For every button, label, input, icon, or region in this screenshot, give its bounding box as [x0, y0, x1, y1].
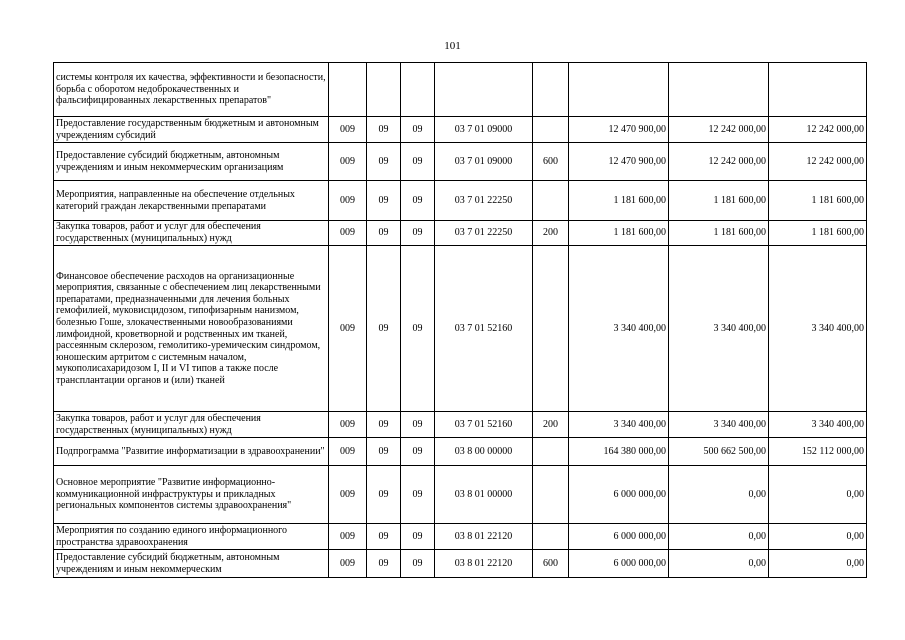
- section-code: [367, 63, 401, 117]
- section-code: 09: [367, 412, 401, 438]
- subsection-code: 09: [401, 466, 435, 524]
- expense-type-code: 600: [533, 550, 569, 578]
- amount-year-3: [769, 63, 867, 117]
- table-row: [54, 117, 867, 143]
- amount-year-2: 1 181 600,00: [669, 221, 769, 246]
- table-row: [54, 246, 867, 412]
- amount-year-1: 6 000 000,00: [569, 524, 669, 550]
- item-name: Закупка товаров, работ и услуг для обеспечения государственных (муниципальных) нужд: [54, 412, 329, 438]
- section-code: 09: [367, 466, 401, 524]
- target-article-code: 03 8 01 00000: [435, 466, 533, 524]
- item-name: Закупка товаров, работ и услуг для обеспечения государственных (муниципальных) нужд: [54, 221, 329, 246]
- target-article-code: 03 7 01 22250: [435, 221, 533, 246]
- budget-table: [53, 62, 867, 578]
- subsection-code: 09: [401, 438, 435, 466]
- amount-year-3: 152 112 000,00: [769, 438, 867, 466]
- table-row: [54, 466, 867, 524]
- expense-type-code: [533, 246, 569, 412]
- subsection-code: 09: [401, 117, 435, 143]
- target-article-code: [435, 63, 533, 117]
- expense-type-code: [533, 438, 569, 466]
- section-code: 09: [367, 117, 401, 143]
- section-code: 09: [367, 524, 401, 550]
- amount-year-1: 12 470 900,00: [569, 143, 669, 181]
- amount-year-1: 3 340 400,00: [569, 246, 669, 412]
- subsection-code: [401, 63, 435, 117]
- amount-year-1: 1 181 600,00: [569, 181, 669, 221]
- amount-year-1: 164 380 000,00: [569, 438, 669, 466]
- ministry-code: 009: [329, 117, 367, 143]
- amount-year-1: 1 181 600,00: [569, 221, 669, 246]
- item-name: Предоставление государственным бюджетным и автономным учреждениям субсидий: [54, 117, 329, 143]
- target-article-code: 03 8 01 22120: [435, 550, 533, 578]
- expense-type-code: [533, 181, 569, 221]
- table-row: [54, 412, 867, 438]
- amount-year-2: 0,00: [669, 466, 769, 524]
- item-name: Предоставление субсидий бюджетным, автономным учреждениям и иным некоммерческим организациям: [54, 143, 329, 181]
- amount-year-2: 3 340 400,00: [669, 246, 769, 412]
- expense-type-code: 200: [533, 412, 569, 438]
- expense-type-code: 200: [533, 221, 569, 246]
- table-body: [54, 63, 867, 578]
- amount-year-3: 1 181 600,00: [769, 181, 867, 221]
- amount-year-1: 3 340 400,00: [569, 412, 669, 438]
- section-code: 09: [367, 550, 401, 578]
- target-article-code: 03 8 01 22120: [435, 524, 533, 550]
- item-name: Мероприятия по созданию единого информационного пространства здравоохранения: [54, 524, 329, 550]
- section-code: 09: [367, 221, 401, 246]
- amount-year-3: 0,00: [769, 466, 867, 524]
- table-row: [54, 550, 867, 578]
- target-article-code: 03 8 00 00000: [435, 438, 533, 466]
- expense-type-code: [533, 524, 569, 550]
- amount-year-1: [569, 63, 669, 117]
- amount-year-2: 500 662 500,00: [669, 438, 769, 466]
- ministry-code: 009: [329, 181, 367, 221]
- item-name: Основное мероприятие "Развитие информационно-коммуникационной инфраструктуры и прикладных региональных компонентов системы здравоохранения": [54, 466, 329, 524]
- section-code: 09: [367, 143, 401, 181]
- amount-year-1: 6 000 000,00: [569, 550, 669, 578]
- ministry-code: 009: [329, 221, 367, 246]
- amount-year-3: 12 242 000,00: [769, 117, 867, 143]
- item-name: Мероприятия, направленные на обеспечение отдельных категорий граждан лекарственными препаратами: [54, 181, 329, 221]
- amount-year-3: 12 242 000,00: [769, 143, 867, 181]
- table-row: [54, 181, 867, 221]
- item-name: Предоставление субсидий бюджетным, автономным учреждениям и иным некоммерческим: [54, 550, 329, 578]
- page-number: 101: [444, 40, 461, 52]
- target-article-code: 03 7 01 52160: [435, 412, 533, 438]
- subsection-code: 09: [401, 524, 435, 550]
- table-row: [54, 524, 867, 550]
- section-code: 09: [367, 246, 401, 412]
- amount-year-2: [669, 63, 769, 117]
- amount-year-1: 12 470 900,00: [569, 117, 669, 143]
- ministry-code: 009: [329, 466, 367, 524]
- amount-year-2: 12 242 000,00: [669, 117, 769, 143]
- table-row: [54, 438, 867, 466]
- amount-year-3: 0,00: [769, 550, 867, 578]
- section-code: 09: [367, 438, 401, 466]
- amount-year-2: 12 242 000,00: [669, 143, 769, 181]
- subsection-code: 09: [401, 181, 435, 221]
- ministry-code: 009: [329, 246, 367, 412]
- amount-year-2: 1 181 600,00: [669, 181, 769, 221]
- amount-year-3: 3 340 400,00: [769, 246, 867, 412]
- item-name: Финансовое обеспечение расходов на организационные мероприятия, связанные с обеспечением лиц лекарственными препаратами, предназначенными для лечения больных гемофилией, муковисцидозом, гипофизарным нанизмом, болезнью Гоше, злокачественными новообразованиями лимфоидной, кроветворной и родственных им тканей, рассеянным склерозом, гемолитико-уремическим синдромом, юношеским артритом с системным началом, мукополисахаридозом I, II и VI типов а также после трансплантации органов и (или) тканей: [54, 246, 329, 412]
- amount-year-3: 3 340 400,00: [769, 412, 867, 438]
- table-row: [54, 143, 867, 181]
- expense-type-code: [533, 466, 569, 524]
- amount-year-2: 0,00: [669, 550, 769, 578]
- target-article-code: 03 7 01 09000: [435, 117, 533, 143]
- ministry-code: 009: [329, 412, 367, 438]
- ministry-code: 009: [329, 524, 367, 550]
- table-row: [54, 221, 867, 246]
- ministry-code: [329, 63, 367, 117]
- subsection-code: 09: [401, 412, 435, 438]
- expense-type-code: [533, 117, 569, 143]
- target-article-code: 03 7 01 09000: [435, 143, 533, 181]
- amount-year-2: 3 340 400,00: [669, 412, 769, 438]
- item-name: Подпрограмма "Развитие информатизации в здравоохранении": [54, 438, 329, 466]
- target-article-code: 03 7 01 52160: [435, 246, 533, 412]
- subsection-code: 09: [401, 221, 435, 246]
- target-article-code: 03 7 01 22250: [435, 181, 533, 221]
- amount-year-3: 0,00: [769, 524, 867, 550]
- expense-type-code: [533, 63, 569, 117]
- amount-year-2: 0,00: [669, 524, 769, 550]
- amount-year-1: 6 000 000,00: [569, 466, 669, 524]
- subsection-code: 09: [401, 246, 435, 412]
- ministry-code: 009: [329, 438, 367, 466]
- subsection-code: 09: [401, 550, 435, 578]
- amount-year-3: 1 181 600,00: [769, 221, 867, 246]
- ministry-code: 009: [329, 143, 367, 181]
- item-name: системы контроля их качества, эффективности и безопасности, борьба с оборотом недоброкачественных и фальсифицированных лекарственных препаратов": [54, 63, 329, 117]
- table-row: [54, 63, 867, 117]
- section-code: 09: [367, 181, 401, 221]
- ministry-code: 009: [329, 550, 367, 578]
- subsection-code: 09: [401, 143, 435, 181]
- expense-type-code: 600: [533, 143, 569, 181]
